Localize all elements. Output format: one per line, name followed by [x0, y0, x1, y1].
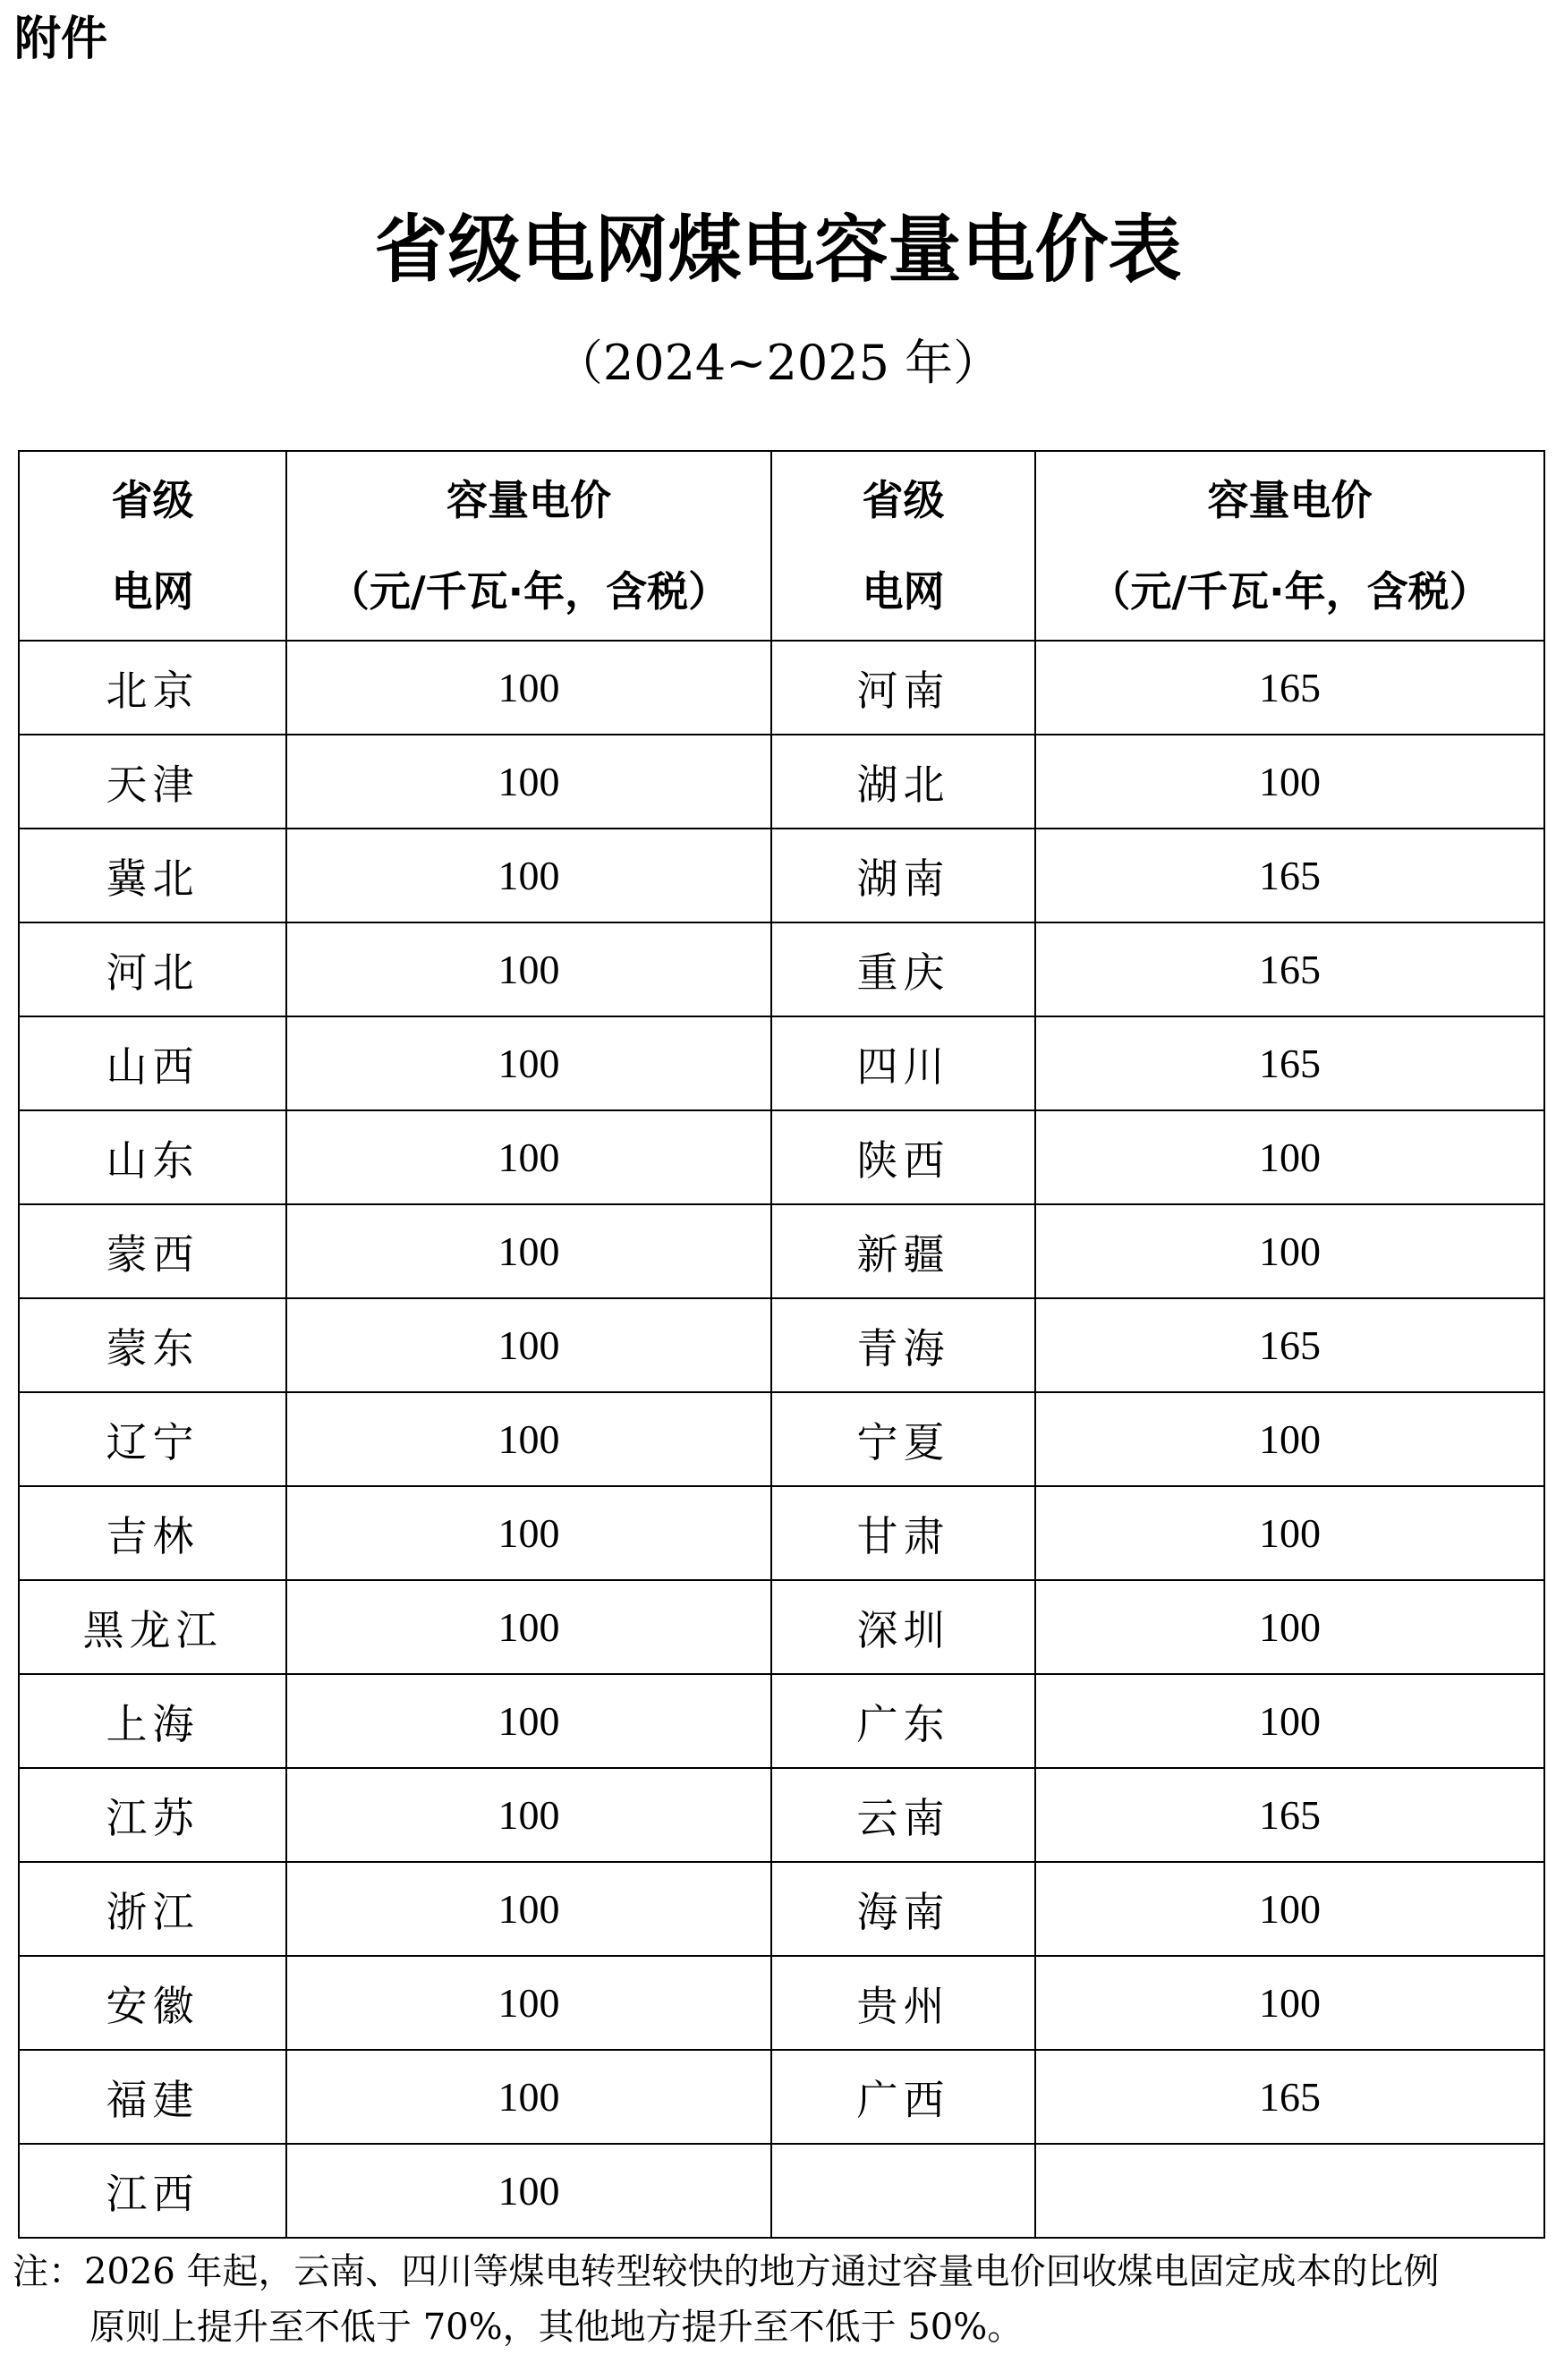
grid-name-cell: 青海 [771, 1298, 1035, 1392]
price-cell: 100 [286, 922, 771, 1016]
grid-name-cell: 重庆 [771, 922, 1035, 1016]
header-grid-line2: 电网 [111, 567, 194, 616]
price-cell: 100 [286, 1674, 771, 1768]
price-cell: 165 [1035, 1298, 1544, 1392]
grid-name-cell: 河北 [19, 922, 286, 1016]
price-cell: 100 [1035, 1392, 1544, 1486]
price-cell: 100 [1035, 1674, 1544, 1768]
grid-name-cell: 四川 [771, 1016, 1035, 1110]
header-price-line1: 容量电价 [1207, 476, 1373, 524]
footnote-line-2: 原则上提升至不低于 70%，其他地方提升至不低于 50%。 [89, 2307, 1024, 2348]
price-cell: 100 [286, 1110, 771, 1204]
table-header-row [19, 451, 1544, 641]
table-row [19, 735, 1544, 829]
grid-name-cell: 蒙西 [19, 1204, 286, 1298]
document-subtitle: （2024~2025 年） [554, 335, 1002, 391]
price-cell: 100 [1035, 1862, 1544, 1956]
grid-name-cell: 广西 [771, 2050, 1035, 2144]
price-cell: 165 [1035, 1768, 1544, 1862]
grid-name-cell: 上海 [19, 1674, 286, 1768]
table-row [19, 1768, 1544, 1862]
empty-cell [771, 2144, 1035, 2238]
price-cell: 100 [286, 735, 771, 829]
grid-name-cell: 新疆 [771, 1204, 1035, 1298]
grid-name-cell: 黑龙江 [19, 1580, 286, 1674]
price-cell: 100 [286, 829, 771, 922]
price-cell: 165 [1035, 922, 1544, 1016]
header-grid-left [19, 451, 286, 641]
grid-name-cell: 蒙东 [19, 1298, 286, 1392]
price-cell: 100 [286, 1298, 771, 1392]
grid-name-cell: 江西 [19, 2144, 286, 2238]
price-cell: 165 [1035, 641, 1544, 735]
header-price-line1: 容量电价 [446, 476, 611, 524]
grid-name-cell: 海南 [771, 1862, 1035, 1956]
price-cell: 100 [1035, 1204, 1544, 1298]
grid-name-cell: 山东 [19, 1110, 286, 1204]
document-title: 省级电网煤电容量电价表 [374, 208, 1182, 293]
grid-name-cell: 北京 [19, 641, 286, 735]
grid-name-cell: 贵州 [771, 1956, 1035, 2050]
grid-name-cell: 浙江 [19, 1862, 286, 1956]
table-row [19, 1298, 1544, 1392]
grid-name-cell: 河南 [771, 641, 1035, 735]
empty-cell [1035, 2144, 1544, 2238]
table-row [19, 2050, 1544, 2144]
price-cell: 100 [1035, 1486, 1544, 1580]
grid-name-cell: 宁夏 [771, 1392, 1035, 1486]
grid-name-cell: 深圳 [771, 1580, 1035, 1674]
price-cell: 100 [1035, 735, 1544, 829]
grid-name-cell: 江苏 [19, 1768, 286, 1862]
grid-name-cell: 辽宁 [19, 1392, 286, 1486]
price-cell: 100 [286, 2050, 771, 2144]
grid-name-cell: 福建 [19, 2050, 286, 2144]
table-row [19, 1204, 1544, 1298]
header-price-left [286, 451, 771, 641]
table-row [19, 1580, 1544, 1674]
table-row [19, 1862, 1544, 1956]
price-cell: 100 [286, 1862, 771, 1956]
grid-name-cell: 天津 [19, 735, 286, 829]
header-price-right [1035, 451, 1544, 641]
grid-name-cell: 云南 [771, 1768, 1035, 1862]
grid-name-cell: 甘肃 [771, 1486, 1035, 1580]
table-row [19, 922, 1544, 1016]
grid-name-cell: 陕西 [771, 1110, 1035, 1204]
price-cell: 100 [1035, 1110, 1544, 1204]
table-row [19, 1016, 1544, 1110]
price-cell: 165 [1035, 2050, 1544, 2144]
grid-name-cell: 湖北 [771, 735, 1035, 829]
price-cell: 100 [286, 1956, 771, 2050]
grid-name-cell: 吉林 [19, 1486, 286, 1580]
header-grid-line2: 电网 [862, 567, 945, 616]
table-row [19, 2144, 1544, 2238]
header-grid-right [771, 451, 1035, 641]
price-cell: 100 [286, 1392, 771, 1486]
table-row [19, 1486, 1544, 1580]
table-row [19, 641, 1544, 735]
footnote-line-1: 注：2026 年起，云南、四川等煤电转型较快的地方通过容量电价回收煤电固定成本的比例 [13, 2251, 1440, 2292]
grid-name-cell: 山西 [19, 1016, 286, 1110]
grid-name-cell: 冀北 [19, 829, 286, 922]
grid-name-cell: 湖南 [771, 829, 1035, 922]
header-price-line2: （元/千瓦·年，含税） [1089, 567, 1491, 616]
price-cell: 100 [286, 2144, 771, 2238]
price-cell: 100 [286, 1486, 771, 1580]
table-row [19, 1956, 1544, 2050]
table-row [19, 1392, 1544, 1486]
price-cell: 100 [286, 1204, 771, 1298]
table-row [19, 829, 1544, 922]
price-cell: 165 [1035, 1016, 1544, 1110]
price-cell: 100 [286, 641, 771, 735]
attachment-label: 附件 [14, 13, 108, 66]
grid-name-cell: 安徽 [19, 1956, 286, 2050]
price-cell: 165 [1035, 829, 1544, 922]
price-cell: 100 [1035, 1580, 1544, 1674]
table-row [19, 1110, 1544, 1204]
price-cell: 100 [1035, 1956, 1544, 2050]
price-cell: 100 [286, 1580, 771, 1674]
price-cell: 100 [286, 1016, 771, 1110]
footnote [13, 2244, 1547, 2355]
table-row [19, 1674, 1544, 1768]
header-grid-line1: 省级 [862, 476, 945, 524]
header-price-line2: （元/千瓦·年，含税） [327, 567, 730, 616]
header-grid-line1: 省级 [111, 476, 194, 524]
grid-name-cell: 广东 [771, 1674, 1035, 1768]
price-cell: 100 [286, 1768, 771, 1862]
capacity-price-table [18, 450, 1545, 2239]
